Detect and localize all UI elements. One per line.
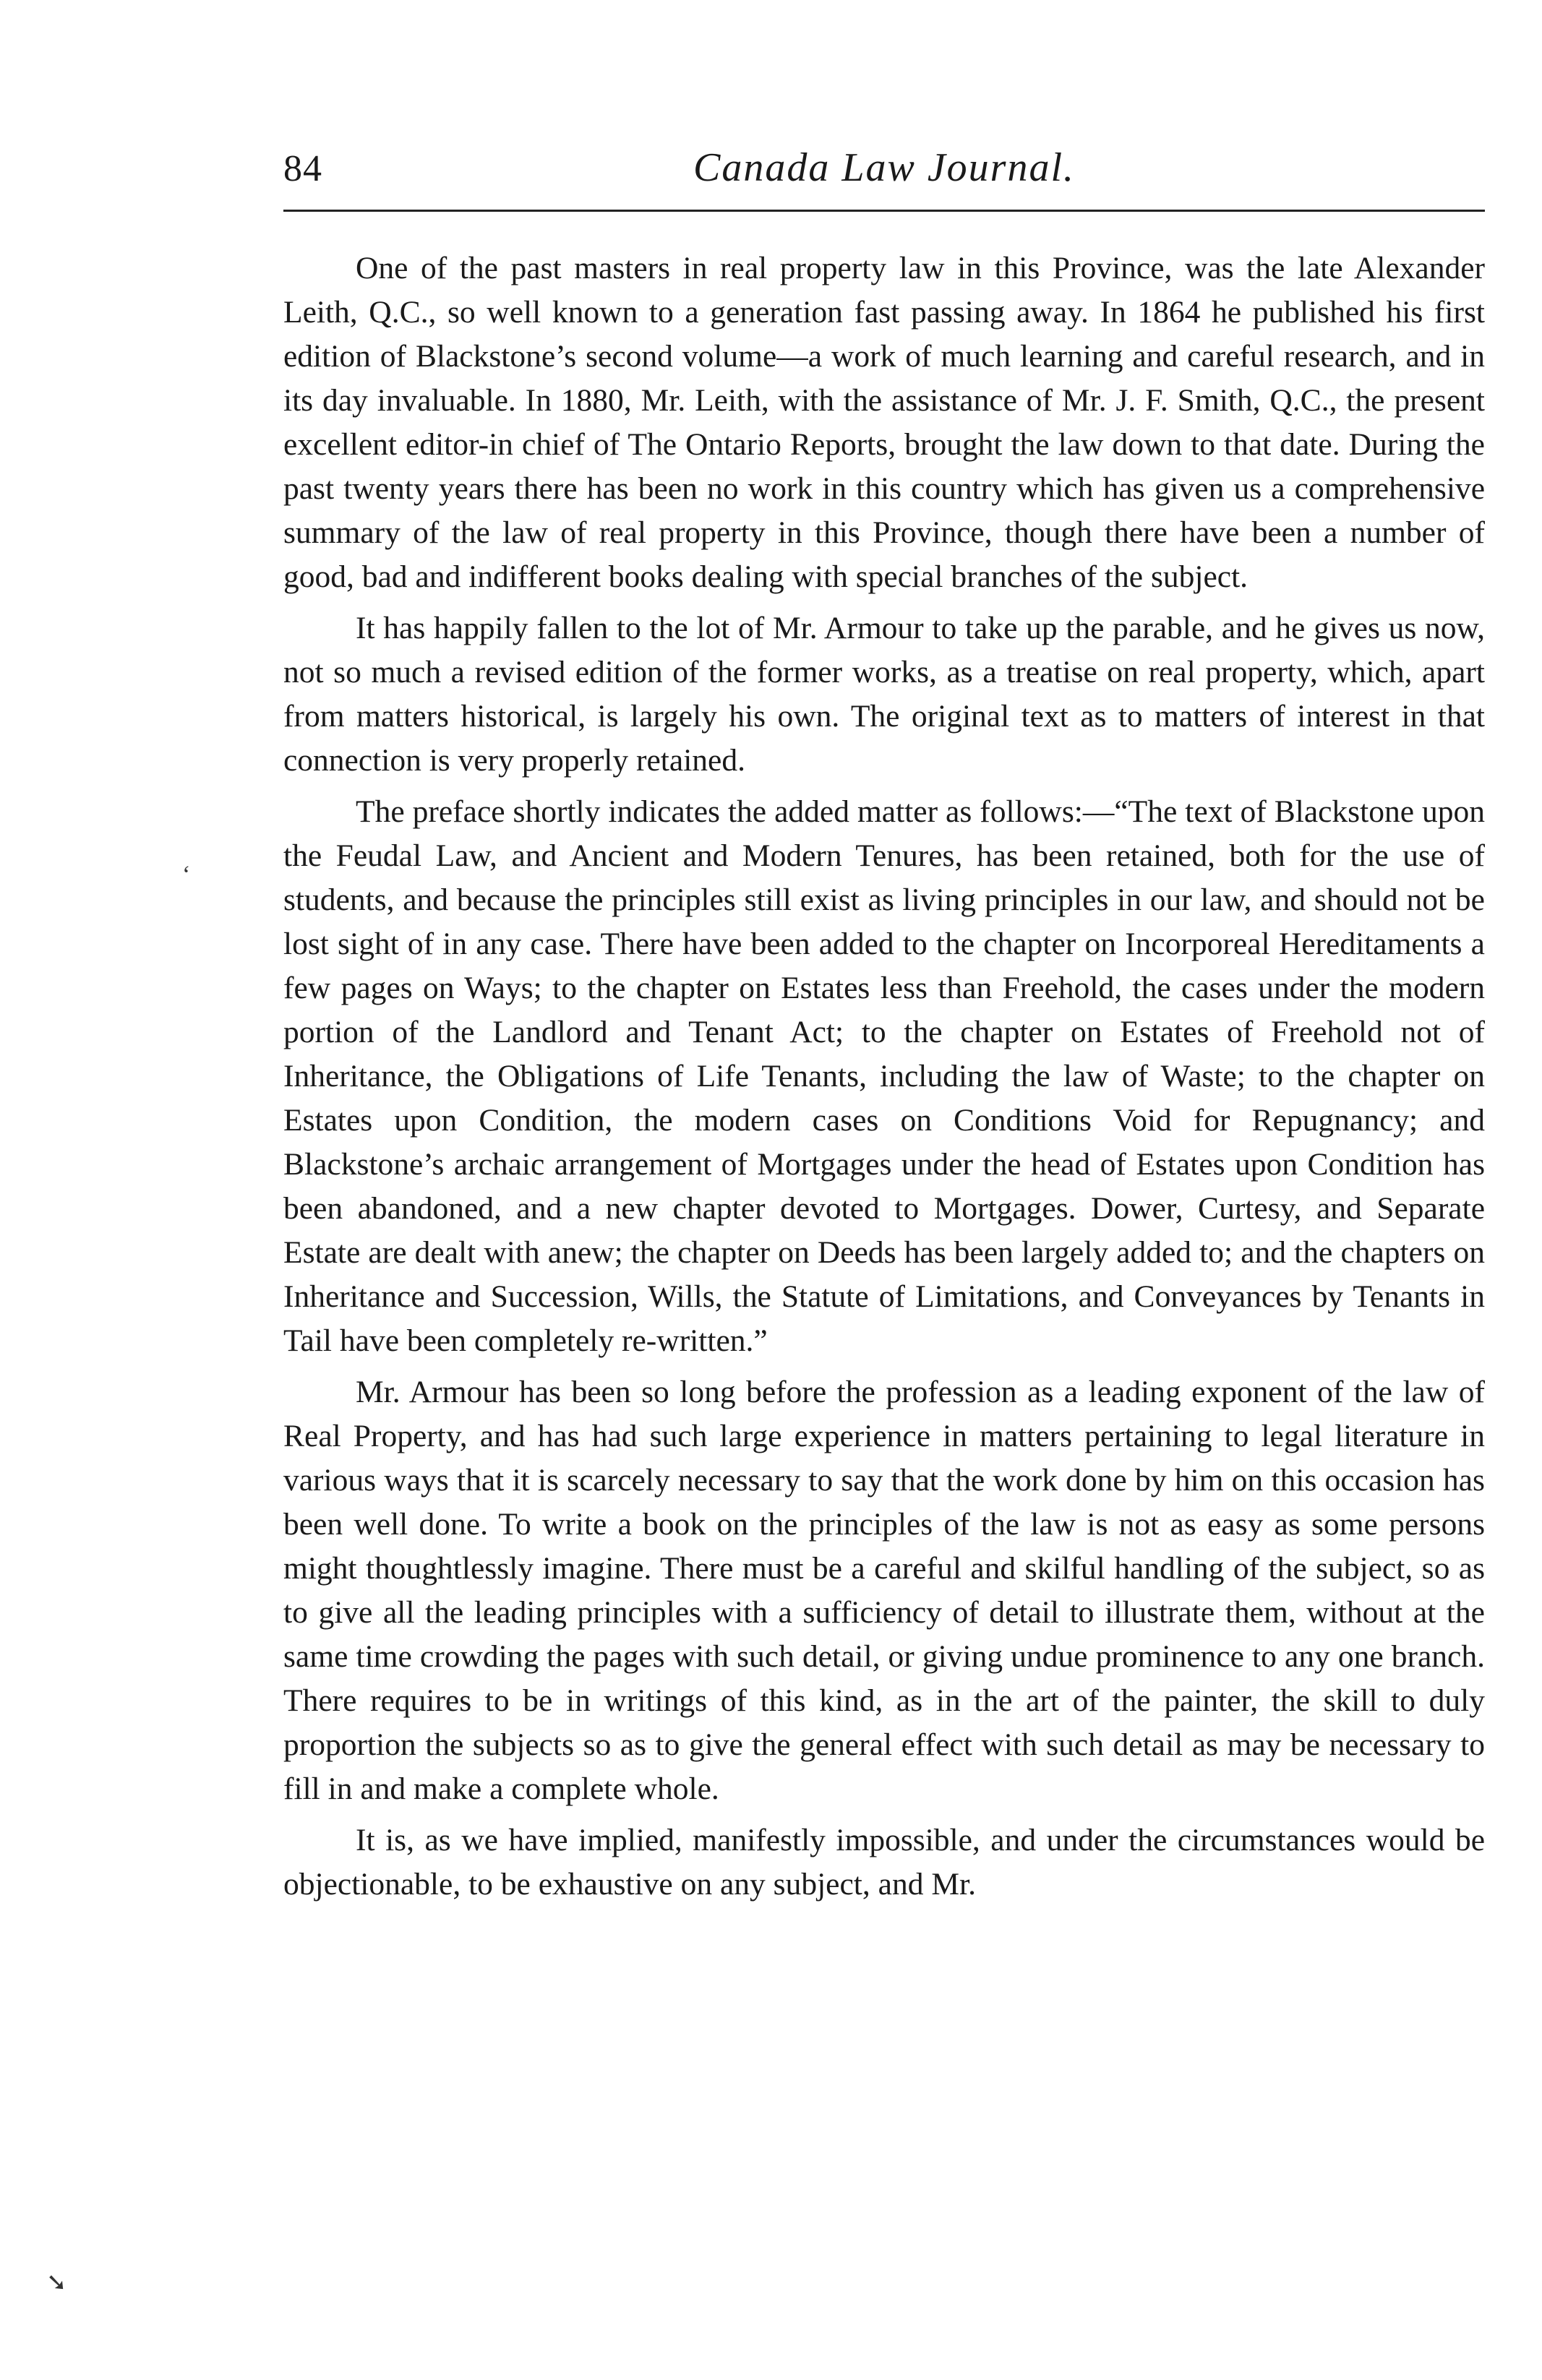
running-head: [283, 145, 1485, 212]
paragraph-armour-experience: Mr. Armour has been so long before the profession as a leading exponent of the law of Real Property, and has had such large experience in matters pertaining to legal literature in various ways that it is scarcely necessary to say that the work done by him on this occasion has been well done. To write a book on the principles of the law is not as easy as some persons might thoughtlessly imagine. There must be a careful and skilful handling of the subject, so as to give all the leading principles with a sufficiency of detail to illustrate them, without at the same time crowding the pages with such detail, or giving undue prominence to any one branch. There requires to be in writings of this kind, as in the art of the painter, the skill to duly proportion the subjects so as to give the general effect with such detail as may be necessary to fill in and make a complete whole.: [283, 1375, 1485, 1806]
paragraph-leith: One of the past masters in real property law in this Province, was the late Alexander Leith, Q.C., so well known to a generation fast passing away. In 1864 he published his first edition of Blackstone’s second volume—a work of much learning and careful research, and in its day invaluable. In 1880, Mr. Leith, with the assistance of Mr. J. F. Smith, Q.C., the present excellent editor-in chief of The Ontario Reports, brought the law down to that date. During the past twenty years there has been no work in this country which has given us a comprehensive summary of the law of real property in this Province, though there have been a number of good, bad and indifferent books dealing with special branches of the subject.: [283, 251, 1485, 594]
paragraph-armour-treatise: It has happily fallen to the lot of Mr. Armour to take up the parable, and he gives us now, not so much a revised edition of the former works, as a treatise on real property, which, apart from matters historical, is largely his own. The original text as to matters of interest in that connection is very properly retained.: [283, 611, 1485, 778]
page-number: 84: [283, 148, 322, 189]
margin-mark: ‘: [182, 862, 191, 888]
margin-mark: ➘: [46, 2269, 67, 2296]
paragraph-exhaustive: It is, as we have implied, manifestly impossible, and under the circumstances would be objectionable, to be exhaustive on any subject, and Mr.: [283, 1823, 1485, 1902]
paragraph-preface-quote: The preface shortly indicates the added matter as follows:—“The text of Blackstone upon the Feudal Law, and Ancient and Modern Tenures, has been retained, both for the use of students, and because the principles still exist as living principles in our law, and should not be lost sight of in any case. There have been added to the chapter on Incorporeal Hereditaments a few pages on Ways; to the chapter on Estates less than Freehold, the cases under the modern portion of the Landlord and Tenant Act; to the chapter on Estates of Freehold not of Inheritance, the Obligations of Life Tenants, including the law of Waste; to the chapter on Estates upon Condition, the modern cases on Conditions Void for Repugnancy; and Blackstone’s archaic arrangement of Mortgages under the head of Estates upon Condition has been abandoned, and a new chapter devoted to Mortgages. Dower, Curtesy, and Separate Estate are dealt with anew; the chapter on Deeds has been largely added to; and the chapters on Inheritance and Succession, Wills, the Statute of Limitations, and Conveyances by Tenants in Tail have been completely re-written.”: [283, 794, 1485, 1358]
journal-page: [283, 145, 1485, 1914]
article-body: [283, 246, 1485, 1907]
journal-title: Canada Law Journal.: [693, 145, 1076, 190]
